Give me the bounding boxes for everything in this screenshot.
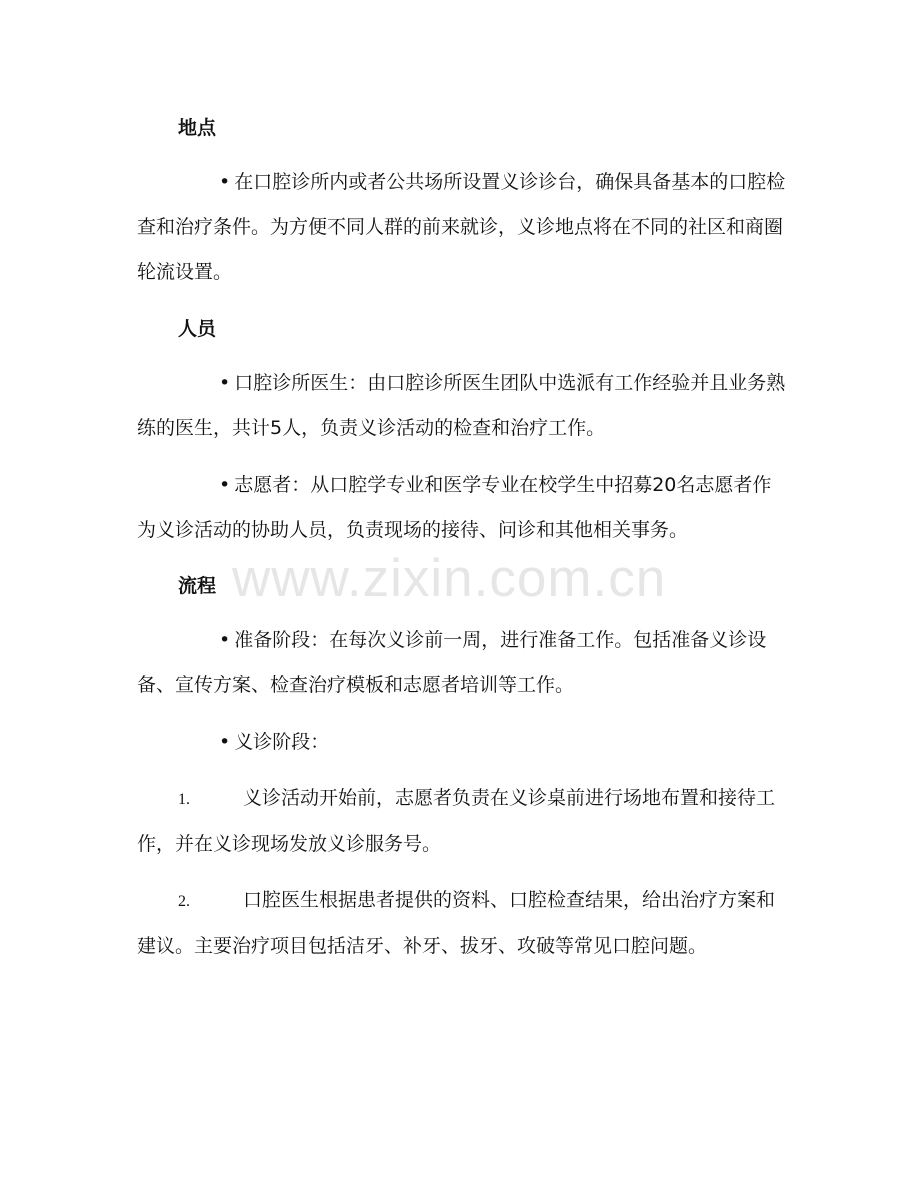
bullet-icon: • bbox=[219, 372, 231, 394]
section-heading-location: 地点 bbox=[178, 117, 217, 139]
process-clinic-text: 义诊阶段： bbox=[234, 731, 330, 753]
section-heading-staff: 人员 bbox=[178, 318, 217, 340]
process-prep-paragraph bbox=[137, 618, 787, 708]
process-clinic-paragraph bbox=[137, 720, 787, 765]
process-step-1 bbox=[137, 776, 787, 867]
step-text: 口腔医生根据患者提供的资料、口腔检查结果，给出治疗方案和建议。主要治疗项目包括洁牙、补牙、拔牙、攻破等常见口腔问题。 bbox=[137, 889, 776, 957]
step-number: 1. bbox=[178, 791, 190, 808]
location-text: 在口腔诊所内或者公共场所设置义诊诊台，确保具备基本的口腔检查和治疗条件。为方便不同人群的前来就诊，义诊地点将在不同的社区和商圈轮流设置。 bbox=[137, 171, 786, 283]
staff-volunteers-paragraph bbox=[137, 463, 787, 553]
staff-doctors-paragraph bbox=[137, 361, 787, 451]
watermark: www.zixin.com.cn bbox=[232, 549, 667, 608]
staff-doctors-text: 口腔诊所医生：由口腔诊所医生团队中选派有工作经验并且业务熟练的医生，共计5人，负责义诊活动的检查和治疗工作。 bbox=[137, 372, 786, 439]
bullet-icon: • bbox=[219, 731, 231, 753]
bullet-icon: • bbox=[219, 629, 231, 651]
bullet-icon: • bbox=[219, 171, 231, 193]
location-paragraph bbox=[137, 160, 787, 295]
process-step-2 bbox=[137, 878, 787, 969]
step-number: 2. bbox=[178, 893, 190, 910]
section-heading-process: 流程 bbox=[178, 575, 217, 597]
process-prep-text: 准备阶段：在每次义诊前一周，进行准备工作。包括准备义诊设备、宣传方案、检查治疗模板和志愿者培训等工作。 bbox=[137, 629, 767, 696]
staff-volunteers-text: 志愿者：从口腔学专业和医学专业在校学生中招募20名志愿者作为义诊活动的协助人员，负责现场的接待、问诊和其他相关事务。 bbox=[137, 474, 772, 541]
step-text: 义诊活动开始前，志愿者负责在义诊桌前进行场地布置和接待工作，并在义诊现场发放义诊服务号。 bbox=[137, 787, 776, 855]
bullet-icon: • bbox=[219, 474, 231, 496]
